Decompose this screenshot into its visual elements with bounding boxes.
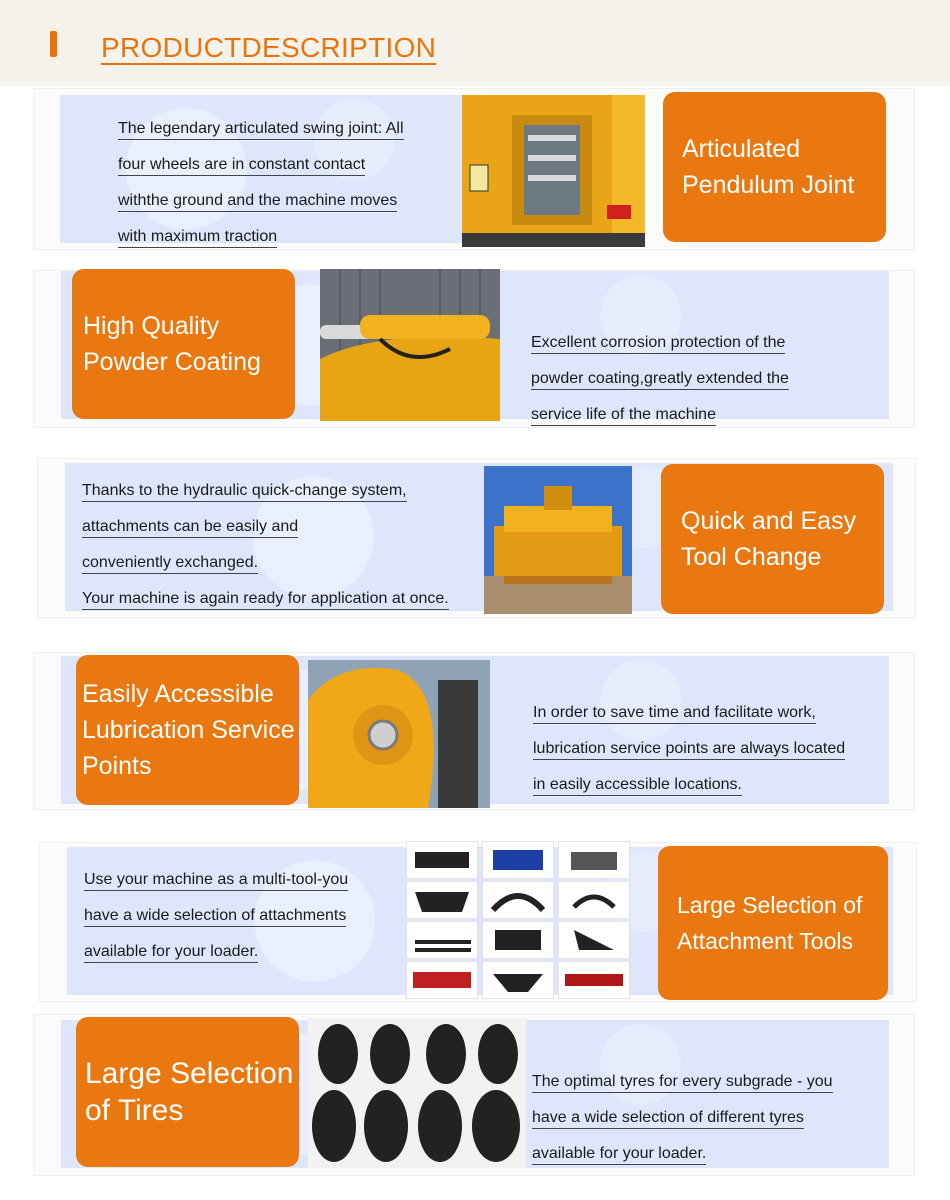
lubrication-point-photo	[308, 660, 490, 808]
description: The optimal tyres for every subgrade - you have a wide selection of different tyres available for your loader.	[532, 1064, 833, 1172]
attachment-thumb	[558, 881, 630, 919]
section-pendulum-joint	[33, 88, 915, 250]
description: Use your machine as a multi-tool-you have a wide selection of attachments available for your loader.	[84, 862, 348, 970]
page-title: PRODUCTDESCRIPTION	[101, 32, 437, 63]
attachment-thumb	[558, 841, 630, 879]
attachment-thumb	[482, 921, 554, 959]
attachment-thumb	[406, 961, 478, 999]
tires-photo	[308, 1018, 526, 1168]
section-tool-change	[33, 456, 915, 620]
description: Excellent corrosion protection of the powder coating,greatly extended the service life of the machine	[531, 325, 789, 433]
feature-title-box: Articulated Pendulum Joint	[663, 92, 886, 242]
feature-title-box: Large Selection of Tires	[76, 1017, 299, 1167]
powder-coating-photo	[320, 269, 500, 421]
feature-title-box: High Quality Powder Coating	[72, 269, 295, 419]
section-powder-coating	[33, 268, 915, 430]
feature-title-box: Large Selection of Attachment Tools	[658, 846, 888, 1000]
section-tires	[33, 1014, 915, 1178]
attachment-thumb	[482, 841, 554, 879]
attachment-thumb	[406, 841, 478, 879]
feature-title-box: Easily Accessible Lubrication Service Points	[76, 655, 299, 805]
attachment-thumb	[406, 881, 478, 919]
description: Thanks to the hydraulic quick-change system, attachments can be easily and conveniently exchanged. Your machine is again ready for application at once.	[82, 473, 449, 617]
quick-change-photo	[484, 466, 632, 614]
section-attachment-tools	[33, 838, 915, 1004]
header	[0, 0, 950, 86]
section-lubrication	[33, 652, 915, 812]
attachment-grid	[406, 841, 630, 1001]
attachment-thumb	[558, 921, 630, 959]
attachment-thumb	[482, 881, 554, 919]
attachment-thumb	[482, 961, 554, 999]
attachment-thumb	[406, 921, 478, 959]
feature-title-box: Quick and Easy Tool Change	[661, 464, 884, 614]
pendulum-joint-photo	[462, 95, 645, 247]
description: The legendary articulated swing joint: All four wheels are in constant contact withthe ground and the machine moves with maximum traction	[118, 111, 404, 255]
description: In order to save time and facilitate work, lubrication service points are always located in easily accessible locations.	[533, 695, 845, 803]
attachment-thumb	[558, 961, 630, 999]
header-accent-bar	[50, 31, 57, 57]
